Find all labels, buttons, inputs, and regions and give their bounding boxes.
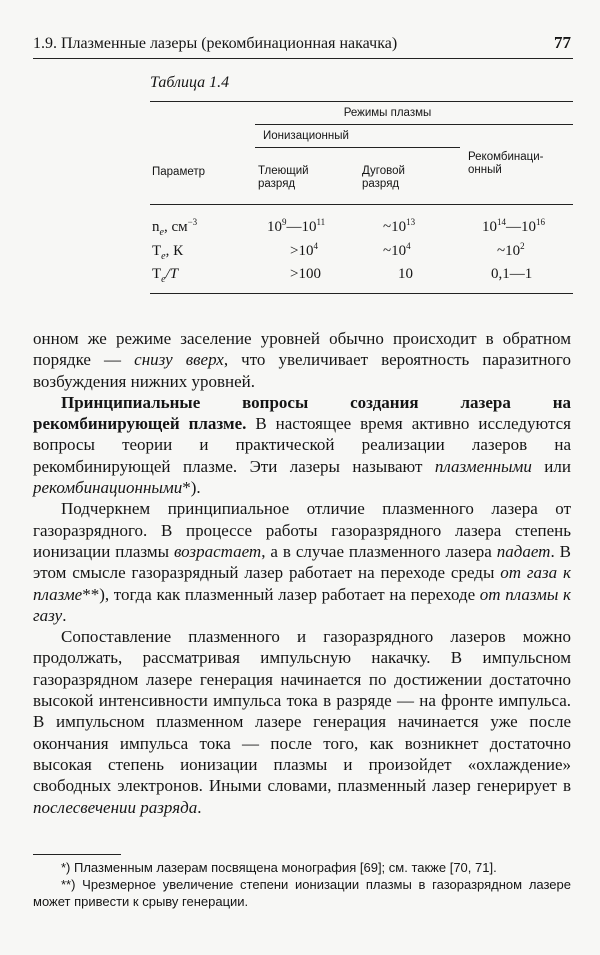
row-ne-arc-value: $\sim 10^{13}$ [383, 217, 416, 235]
paragraph-3: Подчеркнем принципиальное отличие плазменного лазера от газоразрядного. В процессе работы газоразрядного лазера степень ионизации плазмы возрастает, а в случае плазменного лазера падает. В этом смысле газоразрядный лазер работает на переходе среды от газа к плазме**), тогда как плазменный лазер работает на переходе от плазмы к газу. [33, 499, 571, 625]
row-ratio-glow-value: >100 [290, 266, 321, 282]
footnote-rule [33, 854, 121, 855]
row-param-te-ratio: $T_e/T$ [152, 266, 179, 285]
row-param-ne: $n_e$, $см^{-3}$ [152, 217, 198, 238]
paragraph-4: Сопоставление плазменного и газоразрядного лазеров можно продолжать, рассматривая импульсную накачку. В импульсном газоразрядном лазере генерация начинается по достижении достаточно высокой интенсивности импульса тока в разряде — на фронте импульса. В импульсном плазменном лазере генерация начинается уже после окончания импульса тока — после того, как возникнет достаточно высокая степень ионизации плазмы и произойдет «охлаждение» свободных электронов. Иными словами, плазменный лазер генерирует в послесвечении разряда. [33, 627, 571, 817]
page-number: 77 [554, 33, 571, 52]
table-top-rule [150, 101, 573, 102]
footnotes [33, 859, 571, 910]
recombination-header: Рекомбинаци-онный [468, 151, 544, 176]
row-te-glow-value: $>10^4$ [290, 241, 318, 259]
glow-discharge-header: Тлеющий разряд [258, 165, 309, 190]
row-ne-glow-value: $10^9—10^{11}$ [267, 217, 326, 235]
param-column-header: Параметр [152, 166, 206, 178]
row-te-arc-value: $\sim 10^4$ [383, 241, 411, 259]
row-ratio-arc-value: 10 [398, 266, 413, 282]
row-te-recomb-value: $\sim 10^2$ [497, 241, 525, 259]
body-text [33, 328, 571, 818]
arc-discharge-header: Дуговой разряд [362, 165, 405, 190]
paragraph-2: Принципиальные вопросы создания лазера на рекомбинирующей плазме. В настоящее время активно исследуются вопросы теории и практической реализации лазеров на рекомбинирующей плазме. Эти лазеры называют плазменными или рекомбинационными*). [33, 392, 571, 498]
group-header-rule [255, 124, 573, 125]
table-header-rule [150, 204, 573, 205]
row-ne-recomb-value: $10^{14}—10^{16}$ [482, 217, 545, 235]
header-rule [33, 58, 573, 59]
table-bottom-rule [150, 293, 573, 294]
subgroup-header-ionization: Ионизационный [263, 130, 349, 142]
table-caption: Таблица 1.4 [150, 74, 230, 91]
footnote-2: **) Чрезмерное увеличение степени ионизации плазмы в газоразрядном лазере может привести к срыву генерации. [33, 877, 571, 909]
footnote-1: *) Плазменным лазерам посвящена монография [69]; см. также [70, 71]. [61, 860, 497, 875]
running-head-title: 1.9. Плазменные лазеры (рекомбинационная накачка) [33, 35, 398, 52]
group-header-plasma-modes: Режимы плазмы [343, 107, 432, 119]
row-param-te: $T_e$, К [152, 243, 184, 262]
row-ratio-recomb-value: 0,1—1 [491, 266, 533, 282]
running-head [33, 33, 571, 53]
paragraph-1: онном же режиме заселение уровней обычно происходит в обратном порядке — снизу вверх, что увеличивает вероятность паразитного возбуждения нижних уровней. [33, 329, 571, 391]
subgroup-header-rule [255, 147, 460, 148]
